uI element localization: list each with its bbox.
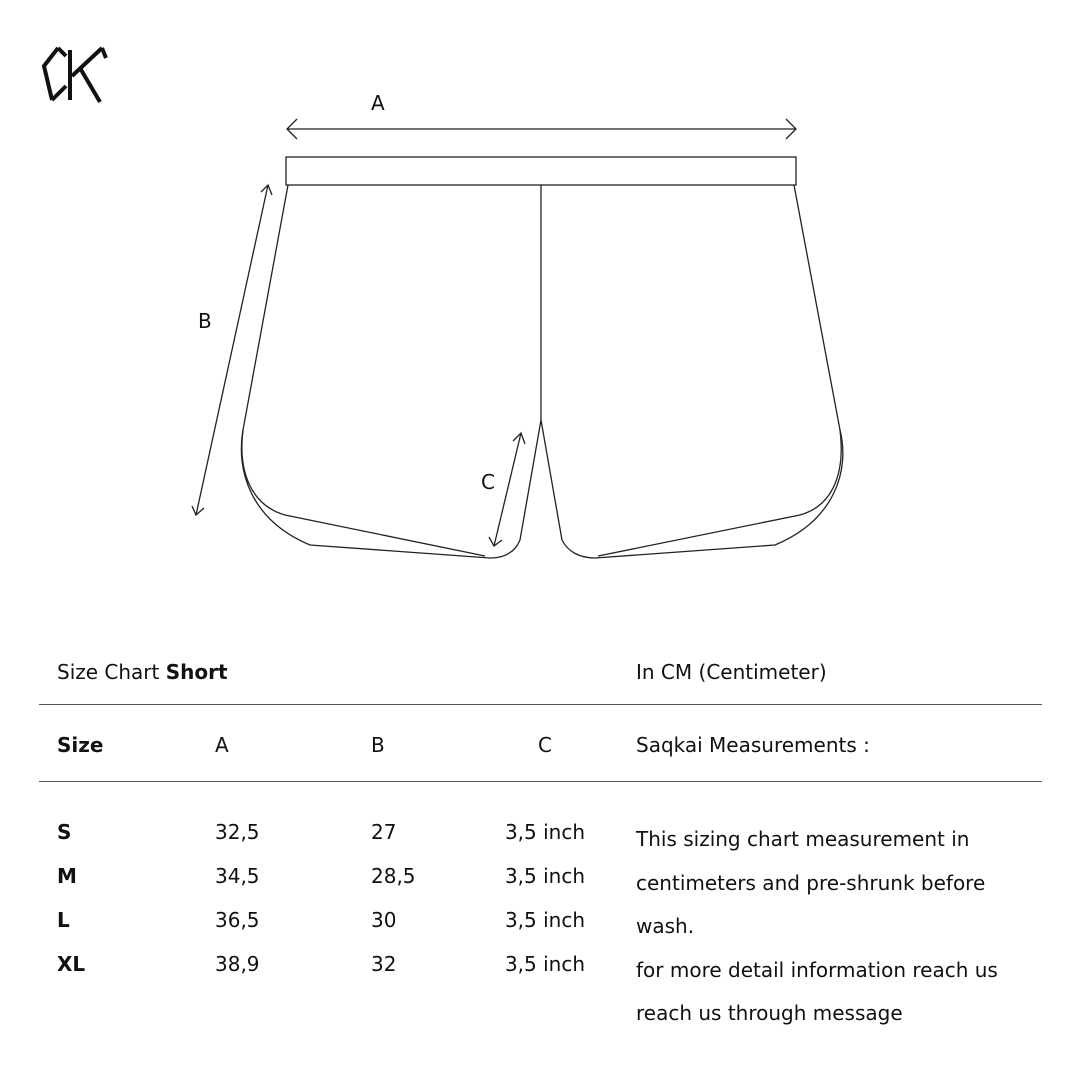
row-size: L: [57, 908, 70, 932]
row-size: S: [57, 820, 72, 844]
row-size: XL: [57, 952, 86, 976]
row-b: 27: [371, 820, 397, 844]
column-header-notes: Saqkai Measurements :: [636, 733, 870, 757]
row-c: 3,5 inch: [504, 864, 586, 888]
dimension-c-label: C: [481, 470, 495, 494]
dimension-b-label: B: [198, 309, 212, 333]
title-prefix: Size Chart: [57, 660, 160, 684]
right-leg-hem: [598, 430, 841, 556]
notes-line: This sizing chart measurement in: [636, 827, 970, 851]
column-header-a: A: [215, 733, 229, 757]
divider-top: [39, 704, 1042, 705]
dimension-b-arrow: [192, 185, 272, 515]
row-a: 36,5: [215, 908, 260, 932]
divider-header: [39, 781, 1042, 782]
row-a: 38,9: [215, 952, 260, 976]
row-a: 34,5: [215, 864, 260, 888]
dimension-a-arrow: [287, 119, 796, 139]
row-b: 32: [371, 952, 397, 976]
row-b: 28,5: [371, 864, 416, 888]
notes-line: wash.: [636, 914, 695, 938]
size-chart-title: [57, 660, 228, 684]
notes-line: centimeters and pre-shrunk before: [636, 870, 986, 895]
row-b: 30: [371, 908, 397, 932]
row-size: M: [57, 864, 77, 888]
title-product: Short: [165, 660, 228, 684]
dimension-a-label: A: [371, 91, 385, 115]
row-a: 32,5: [215, 820, 260, 844]
row-c: 3,5 inch: [504, 820, 586, 844]
unit-note: In CM (Centimeter): [636, 660, 827, 684]
waistband: [286, 157, 796, 185]
notes-line: reach us through message: [636, 1001, 903, 1025]
row-c: 3,5 inch: [504, 908, 586, 932]
measurement-notes: [636, 818, 1056, 1036]
left-leg-hem: [242, 430, 485, 556]
column-header-c: C: [538, 733, 552, 757]
right-leg-outline: [541, 185, 843, 558]
column-header-b: B: [371, 733, 385, 757]
row-c: 3,5 inch: [504, 952, 586, 976]
notes-line: for more detail information reach us: [636, 957, 998, 982]
column-header-size: Size: [57, 733, 104, 757]
left-leg-outline: [241, 185, 541, 558]
